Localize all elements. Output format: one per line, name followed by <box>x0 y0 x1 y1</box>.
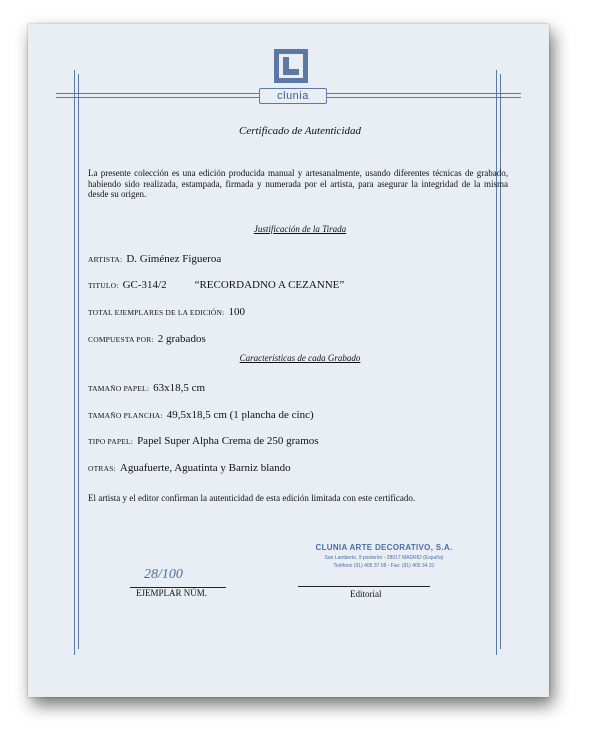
total-row <box>88 302 245 320</box>
titulo-row <box>88 275 344 293</box>
closing-paragraph: El artista y el editor confirman la autenticidad de esta edición limitada con este certificado. <box>88 493 416 503</box>
otras-label: OTRAS: <box>88 464 116 473</box>
editorial-signature-line <box>298 586 430 587</box>
stamp-company: CLUNIA ARTE DECORATIVO, S.A. <box>315 543 453 552</box>
titulo-label: TITULO: <box>88 281 119 290</box>
artista-label: ARTISTA: <box>88 255 123 264</box>
otras-value: Aguafuerte, Aguatinta y Barniz blando <box>119 462 291 474</box>
tipo-label: TIPO PAPEL: <box>88 437 134 446</box>
plancha-value: 49,5x18,5 cm (1 plancha de cinc) <box>166 409 314 421</box>
artista-row <box>88 249 221 267</box>
total-label: TOTAL EJEMPLARES DE LA EDICIÓN: <box>88 308 225 317</box>
plancha-label: TAMAÑO PLANCHA: <box>88 411 163 420</box>
compuesta-label: COMPUESTA POR: <box>88 335 154 344</box>
compuesta-value: 2 grabados <box>157 333 206 345</box>
grabado-heading: Características de cada Grabado <box>239 353 361 363</box>
total-value: 100 <box>228 306 245 318</box>
plancha-row <box>88 405 314 423</box>
tipo-value: Papel Super Alpha Crema de 250 gramos <box>137 435 319 447</box>
papel-row <box>88 378 205 396</box>
tirada-heading: Justificación de la Tirada <box>253 224 347 234</box>
compuesta-row <box>88 329 206 347</box>
editorial-label: Editorial <box>350 589 382 599</box>
papel-value: 63x18,5 cm <box>153 382 206 394</box>
publisher-stamp <box>304 543 464 569</box>
tipo-row <box>88 431 319 449</box>
otras-row <box>88 458 291 476</box>
clunia-logo-icon <box>273 48 309 84</box>
ejemplar-label: EJEMPLAR NÚM. <box>136 588 208 598</box>
stamp-address: San Lamberto, 9 posterior - 28017 MADRID (España) <box>324 555 444 561</box>
certificate-title: Certificado de Autenticidad <box>239 125 361 137</box>
titulo-value: “RECORDADNO A CEZANNE” <box>194 279 345 291</box>
titulo-code: GC-314/2 <box>122 279 167 291</box>
artista-value: D. Giménez Figueroa <box>126 253 222 265</box>
stamp-phone: Teléfono (91) 405 37 08 - Fax: (91) 405 34 31 <box>333 563 435 569</box>
logo-wordmark: clunia <box>259 88 327 104</box>
handwritten-edition-number: 28/100 <box>144 567 183 582</box>
intro-paragraph: La presente colección es una edición producida manual y artesanalmente, usando diferentes técnicas de grabado, habiendo sido realizada, estampada, firmada y numerada por el artista, para asegurar la integridad de la misma desde su origen. <box>88 168 508 199</box>
papel-label: TAMAÑO PAPEL: <box>88 384 150 393</box>
